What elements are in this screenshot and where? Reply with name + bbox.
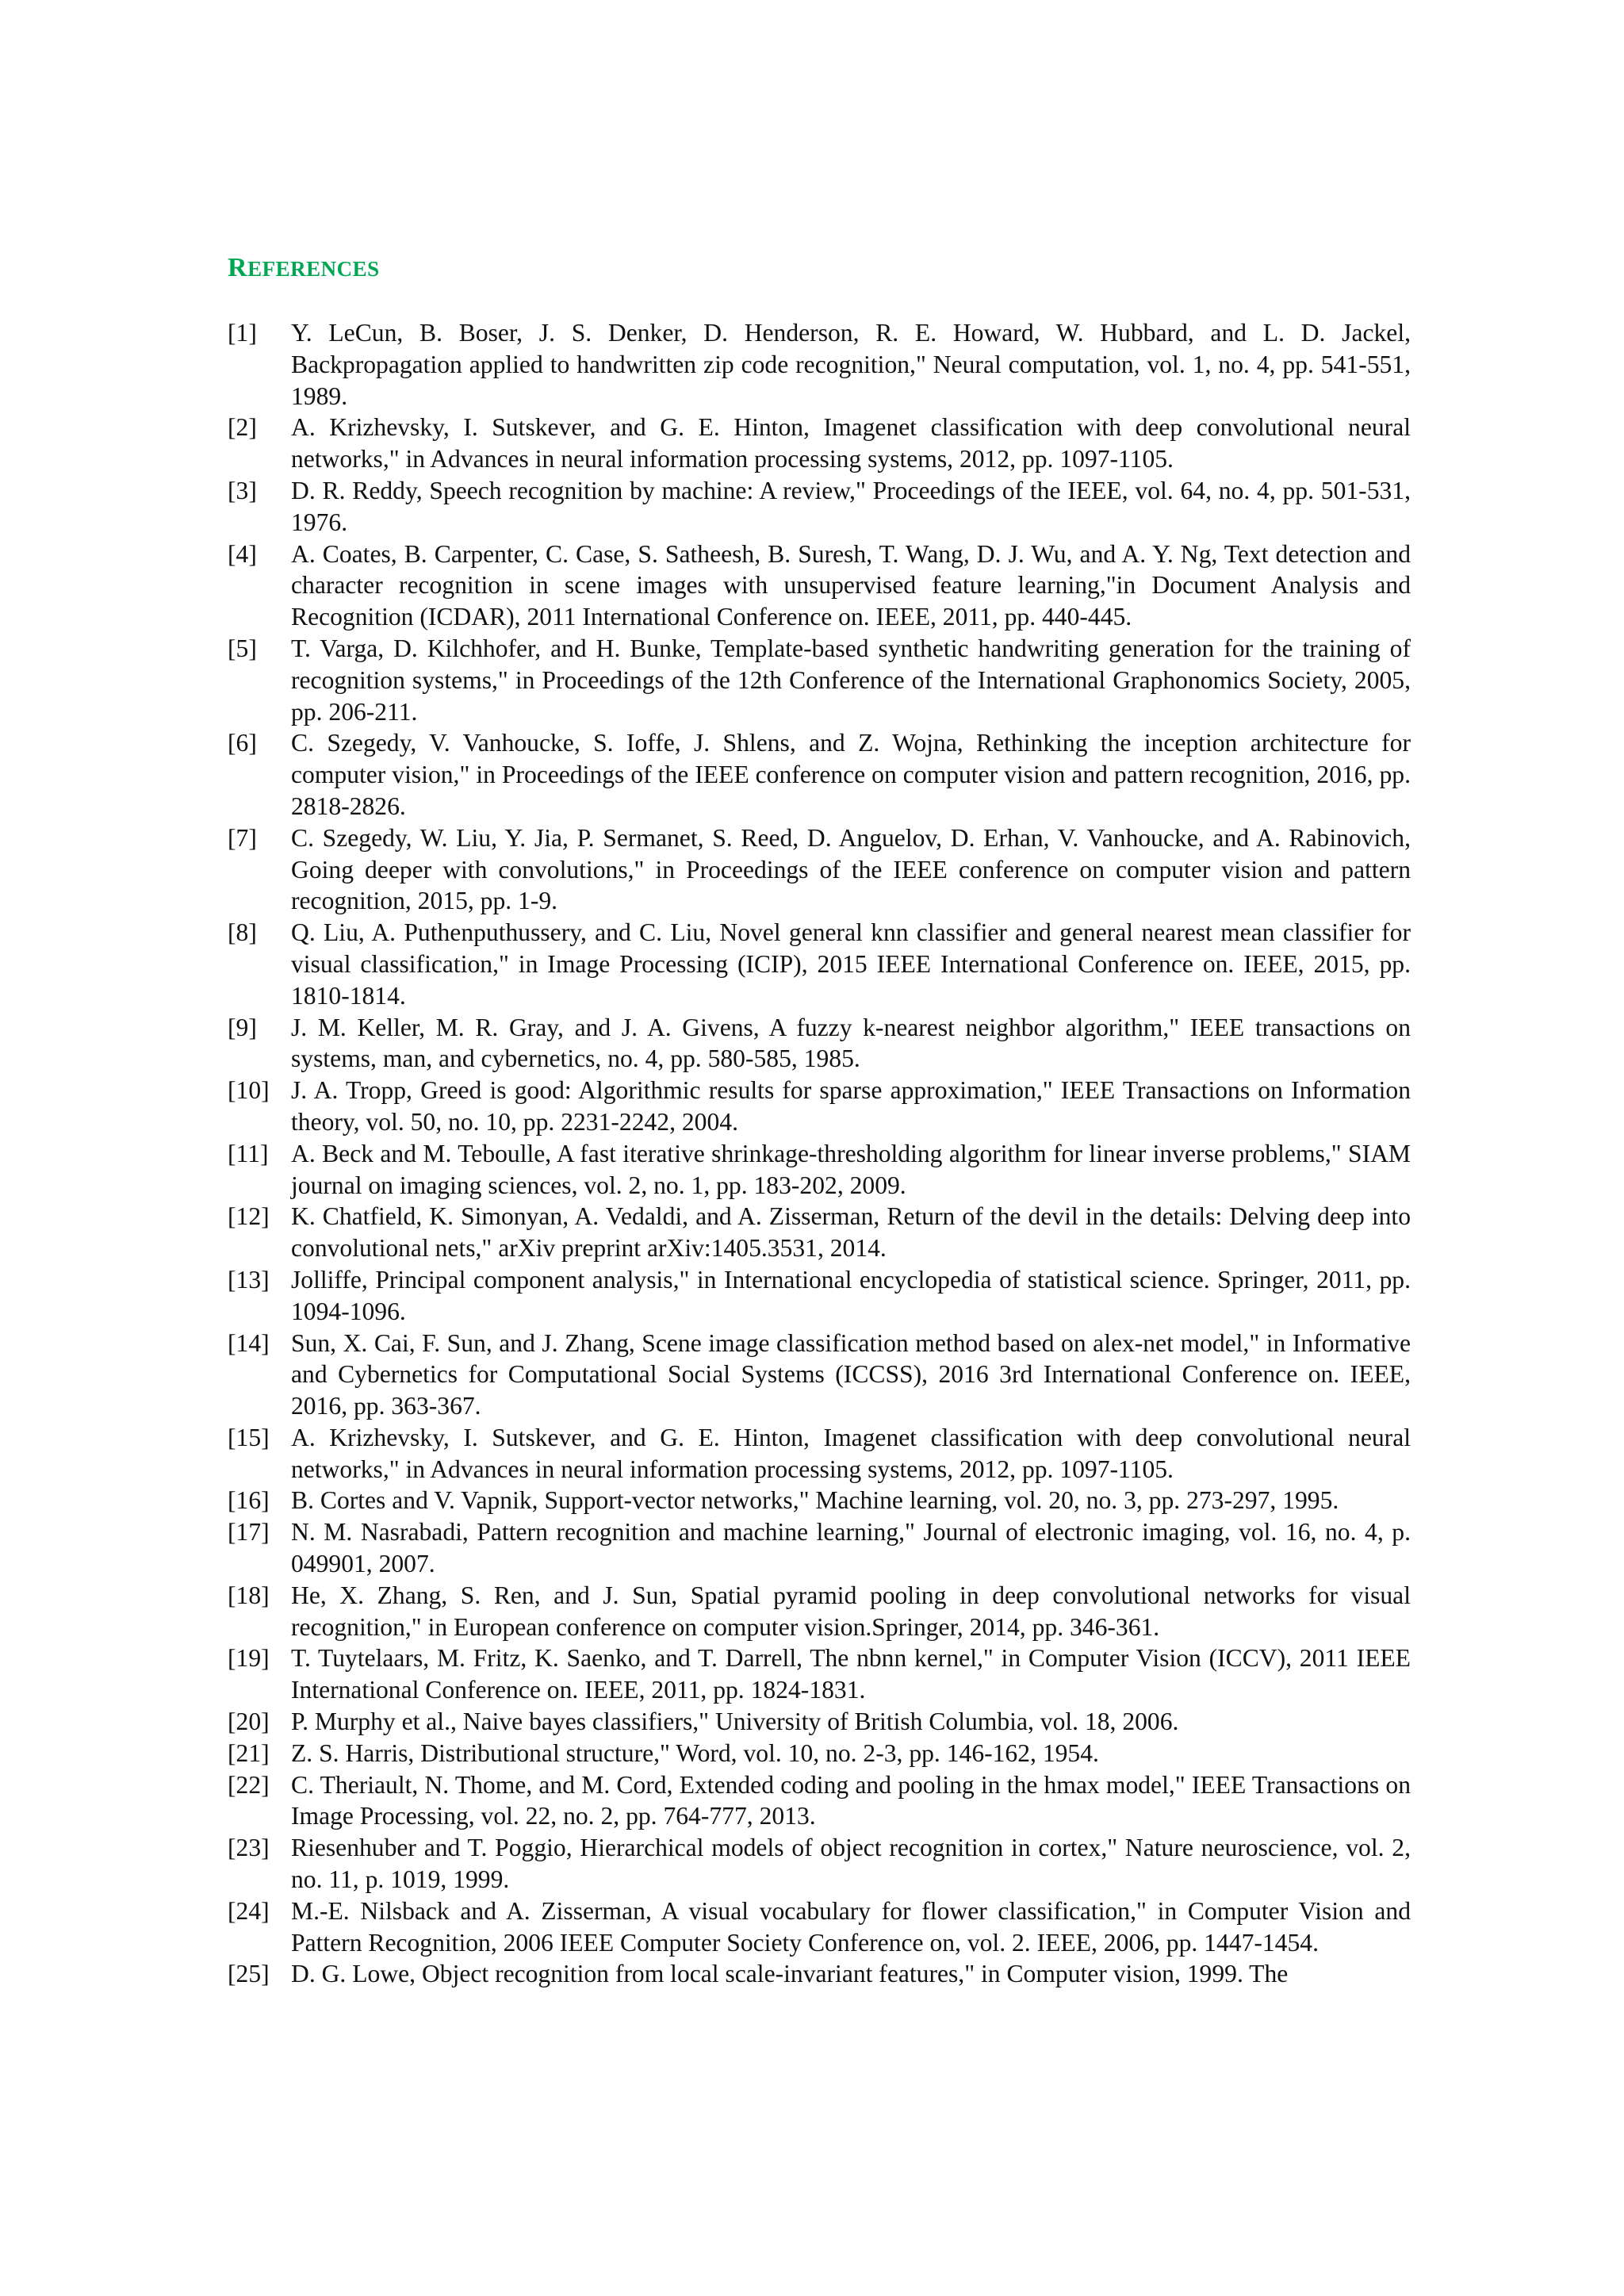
reference-item <box>228 1516 1411 1580</box>
reference-text: T. Varga, D. Kilchhofer, and H. Bunke, Template-based synthetic handwriting generation for the training of recognition systems," in Proceedings of the 12th Conference of the International Graphonomics Society, 2005, pp. 206-211. <box>291 634 1411 726</box>
reference-number: [4] <box>228 539 257 568</box>
reference-item <box>228 475 1411 539</box>
reference-item <box>228 1832 1411 1895</box>
reference-item <box>228 1738 1411 1769</box>
reference-number: [14] <box>228 1328 270 1357</box>
reference-number: [11] <box>228 1139 269 1167</box>
reference-number: [13] <box>228 1265 270 1294</box>
reference-number: [15] <box>228 1423 270 1451</box>
reference-number: [20] <box>228 1708 270 1736</box>
reference-text: A. Krizhevsky, I. Sutskever, and G. E. Hinton, Imagenet classification with deep convolutional neural networks," in Advances in neural information processing systems, 2012, pp. 1097-1105. <box>291 1423 1411 1483</box>
reference-text: D. G. Lowe, Object recognition from local scale-invariant features," in Computer vision, 1999. The <box>291 1960 1289 1988</box>
reference-number: [7] <box>228 823 257 852</box>
reference-text: Q. Liu, A. Puthenputhussery, and C. Liu, Novel general knn classifier and general nearest mean classifier for visual classification," in Image Processing (ICIP), 2015 IEEE International Conference on. IEEE, 2015, pp. 1810-1814. <box>291 918 1411 1010</box>
reference-text: N. M. Nasrabadi, Pattern recognition and machine learning," Journal of electronic imaging, vol. 16, no. 4, p. 049901, 2007. <box>291 1518 1411 1578</box>
reference-list <box>228 317 1411 1990</box>
reference-item <box>228 1422 1411 1485</box>
reference-item <box>228 1485 1411 1516</box>
reference-number: [17] <box>228 1518 270 1547</box>
reference-item <box>228 1328 1411 1422</box>
reference-item <box>228 1138 1411 1202</box>
reference-text: T. Tuytelaars, M. Fritz, K. Saenko, and T. Darrell, The nbnn kernel," in Computer Vision (ICCV), 2011 IEEE International Conference on. IEEE, 2011, pp. 1824-1831. <box>291 1644 1411 1704</box>
reference-number: [10] <box>228 1076 270 1105</box>
reference-item <box>228 917 1411 1011</box>
reference-number: [5] <box>228 634 257 662</box>
reference-item <box>228 1075 1411 1138</box>
reference-text: A. Krizhevsky, I. Sutskever, and G. E. Hinton, Imagenet classification with deep convolutional neural networks," in Advances in neural information processing systems, 2012, pp. 1097-1105. <box>291 413 1411 473</box>
reference-text: Riesenhuber and T. Poggio, Hierarchical models of object recognition in cortex," Nature neuroscience, vol. 2, no. 11, p. 1019, 1999. <box>291 1834 1411 1894</box>
reference-number: [12] <box>228 1202 270 1231</box>
reference-text: C. Szegedy, W. Liu, Y. Jia, P. Sermanet, S. Reed, D. Anguelov, D. Erhan, V. Vanhoucke, and A. Rabinovich, Going deeper with convolutions," in Proceedings of the IEEE conference on computer vision and pattern recognition, 2015, pp. 1-9. <box>291 823 1411 915</box>
reference-number: [1] <box>228 319 257 347</box>
reference-item <box>228 317 1411 412</box>
reference-text: A. Coates, B. Carpenter, C. Case, S. Satheesh, B. Suresh, T. Wang, D. J. Wu, and A. Y. Ng, Text detection and character recognition in scene images with unsupervised feature learning,"in Document Analysis and Recognition (ICDAR), 2011 International Conference on. IEEE, 2011, pp. 440-445. <box>291 539 1411 631</box>
reference-item <box>228 633 1411 727</box>
reference-text: Jolliffe, Principal component analysis," in International encyclopedia of statistical science. Springer, 2011, pp. 1094-1096. <box>291 1265 1411 1325</box>
reference-number: [21] <box>228 1738 270 1767</box>
reference-number: [18] <box>228 1581 270 1609</box>
reference-item <box>228 539 1411 633</box>
reference-item <box>228 1769 1411 1833</box>
references-heading <box>228 252 380 285</box>
reference-number: [9] <box>228 1013 257 1041</box>
reference-text: P. Murphy et al., Naive bayes classifiers," University of British Columbia, vol. 18, 2006. <box>291 1708 1179 1736</box>
reference-number: [23] <box>228 1834 270 1862</box>
reference-item <box>228 1958 1411 1990</box>
reference-number: [6] <box>228 729 257 757</box>
reference-text: K. Chatfield, K. Simonyan, A. Vedaldi, and A. Zisserman, Return of the devil in the details: Delving deep into convolutional nets," arXiv preprint arXiv:1405.3531, 2014. <box>291 1202 1411 1263</box>
reference-item <box>228 1012 1411 1075</box>
reference-text: He, X. Zhang, S. Ren, and J. Sun, Spatial pyramid pooling in deep convolutional networks for visual recognition," in European conference on computer vision.Springer, 2014, pp. 346-361. <box>291 1581 1411 1641</box>
reference-number: [25] <box>228 1960 270 1988</box>
reference-item <box>228 727 1411 822</box>
reference-text: D. R. Reddy, Speech recognition by machine: A review," Proceedings of the IEEE, vol. 64, no. 4, pp. 501-531, 1976. <box>291 476 1411 536</box>
reference-text: Z. S. Harris, Distributional structure," Word, vol. 10, no. 2-3, pp. 146-162, 1954. <box>291 1738 1099 1767</box>
reference-item <box>228 1201 1411 1264</box>
reference-item <box>228 1706 1411 1738</box>
reference-text: Y. LeCun, B. Boser, J. S. Denker, D. Henderson, R. E. Howard, W. Hubbard, and L. D. Jackel, Backpropagation applied to handwritten zip code recognition," Neural computation, vol. 1, no. 4, pp. 541-551, 1989. <box>291 319 1411 410</box>
reference-item <box>228 1580 1411 1643</box>
reference-number: [2] <box>228 413 257 442</box>
reference-number: [16] <box>228 1486 270 1515</box>
reference-text: C. Theriault, N. Thome, and M. Cord, Extended coding and pooling in the hmax model," IEEE Transactions on Image Processing, vol. 22, no. 2, pp. 764-777, 2013. <box>291 1770 1411 1830</box>
reference-text: A. Beck and M. Teboulle, A fast iterative shrinkage-thresholding algorithm for linear inverse problems," SIAM journal on imaging sciences, vol. 2, no. 1, pp. 183-202, 2009. <box>291 1139 1411 1199</box>
reference-number: [24] <box>228 1896 270 1925</box>
reference-item <box>228 1895 1411 1959</box>
reference-item <box>228 822 1411 917</box>
references-heading-initial: R <box>228 253 248 282</box>
reference-text: J. A. Tropp, Greed is good: Algorithmic results for sparse approximation," IEEE Transactions on Information theory, vol. 50, no. 10, pp. 2231-2242, 2004. <box>291 1076 1411 1136</box>
reference-item <box>228 1264 1411 1328</box>
reference-item <box>228 412 1411 475</box>
reference-text: C. Szegedy, V. Vanhoucke, S. Ioffe, J. Shlens, and Z. Wojna, Rethinking the inception architecture for computer vision," in Proceedings of the IEEE conference on computer vision and pattern recognition, 2016, pp. 2818-2826. <box>291 729 1411 820</box>
reference-number: [22] <box>228 1770 270 1799</box>
reference-number: [19] <box>228 1644 270 1673</box>
reference-text: J. M. Keller, M. R. Gray, and J. A. Givens, A fuzzy k-nearest neighbor algorithm," IEEE transactions on systems, man, and cybernetics, no. 4, pp. 580-585, 1985. <box>291 1013 1411 1073</box>
references-heading-rest: EFERENCES <box>247 257 380 281</box>
reference-number: [8] <box>228 918 257 947</box>
reference-item <box>228 1642 1411 1706</box>
reference-text: M.-E. Nilsback and A. Zisserman, A visual vocabulary for flower classification," in Computer Vision and Pattern Recognition, 2006 IEEE Computer Society Conference on, vol. 2. IEEE, 2006, pp. 1447-1454. <box>291 1896 1411 1957</box>
reference-number: [3] <box>228 476 257 504</box>
reference-text: B. Cortes and V. Vapnik, Support-vector networks," Machine learning, vol. 20, no. 3, pp. 273-297, 1995. <box>291 1486 1339 1515</box>
reference-text: Sun, X. Cai, F. Sun, and J. Zhang, Scene image classification method based on alex-net model," in Informative and Cybernetics for Computational Social Systems (ICCSS), 2016 3rd International Conference on. IEEE, 2016, pp. 363-367. <box>291 1328 1411 1420</box>
